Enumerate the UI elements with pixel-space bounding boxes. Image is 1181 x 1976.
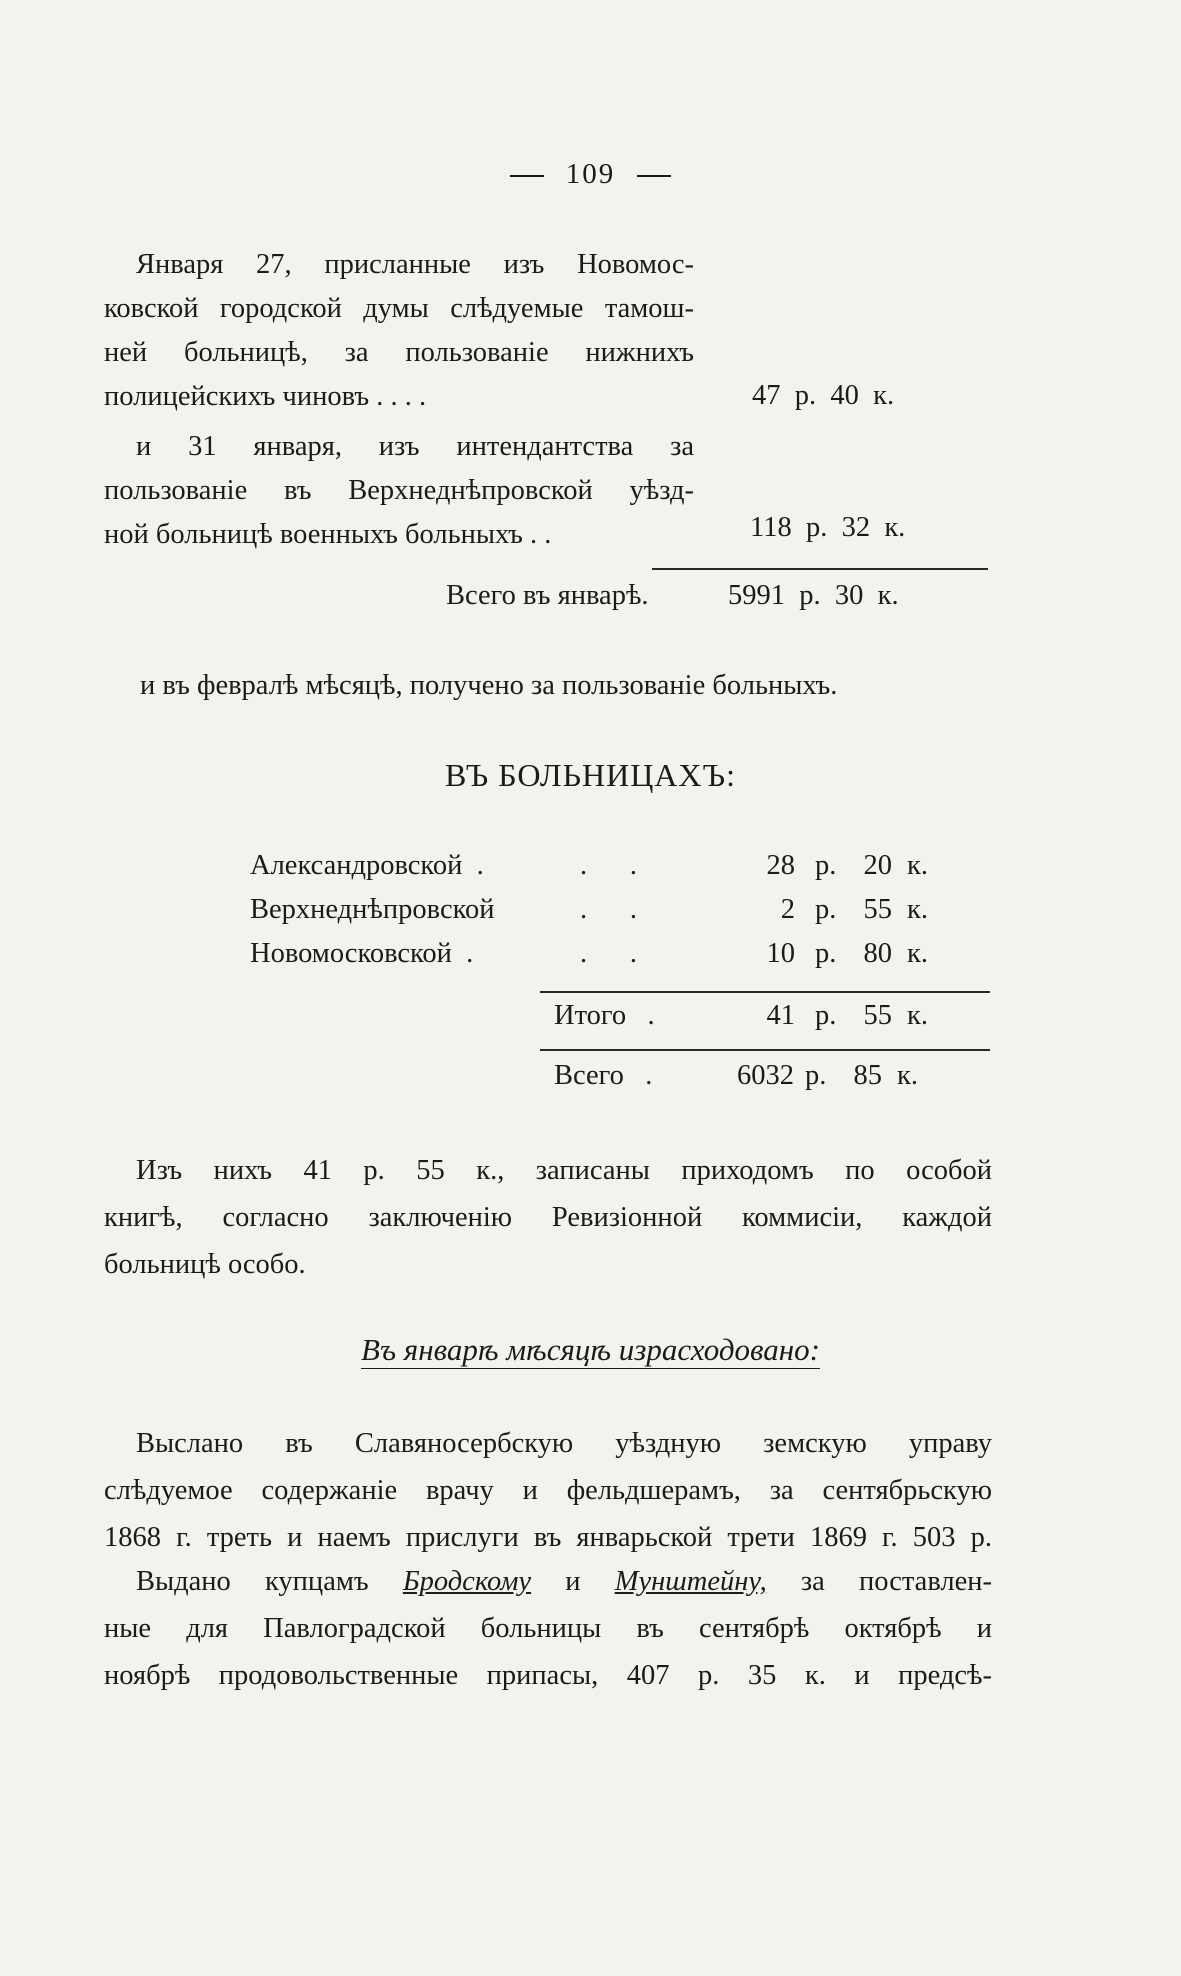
vsego-kop: 85 [853, 1060, 882, 1091]
kop-unit: к. [907, 938, 928, 969]
kop-unit: к. [897, 1060, 918, 1091]
expense-heading-text: Въ январѣ мѣсяцѣ израсходовано: [361, 1332, 820, 1367]
hospital-rub: 2 [780, 894, 795, 925]
text-segment: и [565, 1566, 581, 1597]
expense-heading [0, 1332, 1181, 1368]
hospital-dots: . . [580, 894, 637, 925]
itogo-kop: 55 [863, 1000, 892, 1031]
hospital-name: Новомосковской . [250, 938, 474, 969]
hospitals-heading: ВЪ БОЛЬНИЦАХЪ: [444, 757, 736, 793]
hospital-kop: 80 [863, 938, 892, 969]
text-line: пользованіе въ Верхнеднѣпровской уѣзд- [104, 475, 694, 506]
hospital-name: Александровской . [250, 850, 484, 881]
hospital-dots: . . [580, 850, 637, 881]
january-total-amount: 5991 р. 30 к. [728, 580, 899, 611]
paragraph-novomoskovsk [104, 243, 694, 419]
note-paragraph [104, 1147, 992, 1288]
text-line: Выслано въ Славяносербскую уѣздную земскую управу [136, 1428, 992, 1459]
hospital-rub: 10 [766, 938, 795, 969]
rub-unit: р. [815, 894, 837, 925]
merchant-name: Мунштейну, [614, 1566, 767, 1597]
text-line: 1868 г. треть и наемъ прислуги въ январьской трети 1869 г. 503 р. [104, 1522, 992, 1553]
amount-intendant: 118 р. 32 к. [750, 512, 906, 543]
itogo-rub: 41 [766, 1000, 795, 1031]
vsego-label: Всего . [554, 1060, 653, 1091]
rub-unit: р. [815, 938, 837, 969]
text-segment: за поставлен- [800, 1566, 993, 1597]
kop-unit: к. [907, 850, 928, 881]
text-line: книгѣ, согласно заключенію Ревизіонной коммисіи, каждой [104, 1202, 992, 1233]
page-number: 109 [565, 158, 616, 190]
february-line: и въ февралѣ мѣсяцѣ, получено за пользованіе больныхъ. [140, 670, 838, 701]
paragraph-intendant [104, 425, 694, 557]
vsego-rub: 6032 [737, 1060, 794, 1091]
itogo-label: Итого . [554, 1000, 655, 1031]
kop-unit: к. [907, 894, 928, 925]
vsego-rule [540, 1049, 990, 1051]
dash-left [510, 175, 544, 177]
expense-paragraph-1 [104, 1420, 992, 1561]
kop-unit: к. [907, 1000, 928, 1031]
text-line [104, 1558, 992, 1605]
amount-novomoskovsk: 47 р. 40 к. [752, 380, 895, 411]
text-line: и 31 января, изъ интендантства за [136, 431, 694, 462]
dash-right [637, 175, 671, 177]
text-line: ней больницѣ, за пользованіе нижнихъ [104, 337, 694, 368]
rub-unit: р. [805, 1060, 827, 1091]
expense-paragraph-2 [104, 1558, 992, 1699]
hospital-kop: 20 [863, 850, 892, 881]
text-line: полицейскихъ чиновъ . . . . [104, 381, 427, 412]
itogo-rule [540, 991, 990, 993]
text-line: ные для Павлоградской больницы въ сентябрѣ октябрѣ и [104, 1613, 992, 1644]
hospital-rub: 28 [766, 850, 795, 881]
merchant-name: Бродскому [402, 1566, 532, 1597]
hospital-kop: 55 [863, 894, 892, 925]
text-segment: Выдано купцамъ [136, 1566, 369, 1597]
text-line: слѣдуемое содержаніе врачу и фельдшерамъ, за сентябрьскую [104, 1475, 992, 1506]
hospital-dots: . . [580, 938, 637, 969]
text-line: Изъ нихъ 41 р. 55 к., записаны приходомъ по особой [136, 1155, 992, 1186]
sum-rule [652, 568, 988, 570]
text-line: ноябрѣ продовольственные припасы, 407 р. 35 к. и предсѣ- [104, 1660, 992, 1691]
rub-unit: р. [815, 1000, 837, 1031]
hospital-name: Верхнеднѣпровской [250, 894, 495, 925]
text-line: Января 27, присланные изъ Новомос- [136, 249, 694, 280]
text-line: ной больницѣ военныхъ больныхъ . . [104, 519, 552, 550]
rub-unit: р. [815, 850, 837, 881]
text-line: больницѣ особо. [104, 1249, 306, 1280]
page-number-line [0, 158, 1181, 191]
text-line: ковской городской думы слѣдуемые тамош- [104, 293, 694, 324]
january-total-label: Всего въ январѣ. [446, 580, 649, 611]
